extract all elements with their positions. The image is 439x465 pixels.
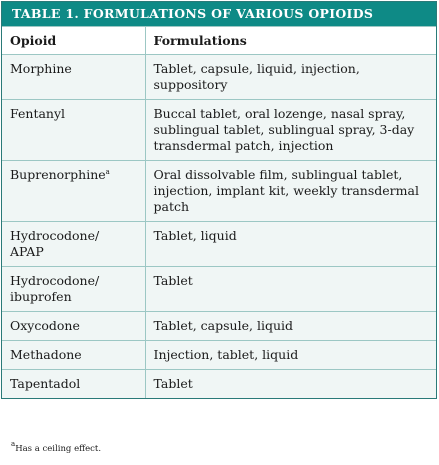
opioid-cell — [2, 222, 145, 267]
opioid-cell — [2, 370, 145, 399]
opioid-name: Oxycodone — [10, 318, 80, 333]
column-header-formulations: Formulations — [145, 27, 436, 55]
opioid-name: Hydrocodone/ APAP — [10, 228, 100, 259]
opioid-name: Hydrocodone/ ibuprofen — [10, 273, 100, 304]
table-row — [2, 370, 436, 399]
opioid-cell — [2, 55, 145, 100]
table-row — [2, 222, 436, 267]
footnote-marker: a — [105, 168, 110, 176]
opioid-name: Fentanyl — [10, 106, 66, 121]
table-row — [2, 341, 436, 370]
table-row — [2, 161, 436, 222]
opioid-cell — [2, 341, 145, 370]
opioid-name: Morphine — [10, 61, 72, 76]
header-row — [2, 27, 436, 55]
formulations-cell: Tablet, capsule, liquid, injection, suppository — [145, 55, 436, 100]
opioid-name: Methadone — [10, 347, 82, 362]
opioid-cell — [2, 100, 145, 161]
formulations-cell: Tablet — [145, 267, 436, 312]
formulations-cell: Tablet — [145, 370, 436, 399]
footnote-text: Has a ceiling effect. — [15, 444, 102, 454]
footnote-marker: a — [11, 440, 16, 448]
formulations-cell: Tablet, liquid — [145, 222, 436, 267]
formulations-grid — [2, 26, 436, 398]
opioid-name: Tapentadol — [10, 376, 81, 391]
formulations-cell: Buccal tablet, oral lozenge, nasal spray, sublingual tablet, sublingual spray, 3-day transdermal patch, injection — [145, 100, 436, 161]
table-row — [2, 100, 436, 161]
opioid-formulations-table — [1, 1, 437, 399]
formulations-cell: Oral dissolvable film, sublingual tablet, injection, implant kit, weekly transdermal patch — [145, 161, 436, 222]
opioid-cell — [2, 312, 145, 341]
table-row — [2, 312, 436, 341]
column-header-opioid: Opioid — [2, 27, 145, 55]
table-row — [2, 55, 436, 100]
formulations-cell: Tablet, capsule, liquid — [145, 312, 436, 341]
opioid-name: Buprenorphine — [10, 167, 106, 182]
opioid-cell — [2, 267, 145, 312]
table-title: TABLE 1. FORMULATIONS OF VARIOUS OPIOIDS — [2, 2, 436, 26]
table-footnote — [11, 440, 102, 454]
table-row — [2, 267, 436, 312]
opioid-cell — [2, 161, 145, 222]
formulations-cell: Injection, tablet, liquid — [145, 341, 436, 370]
